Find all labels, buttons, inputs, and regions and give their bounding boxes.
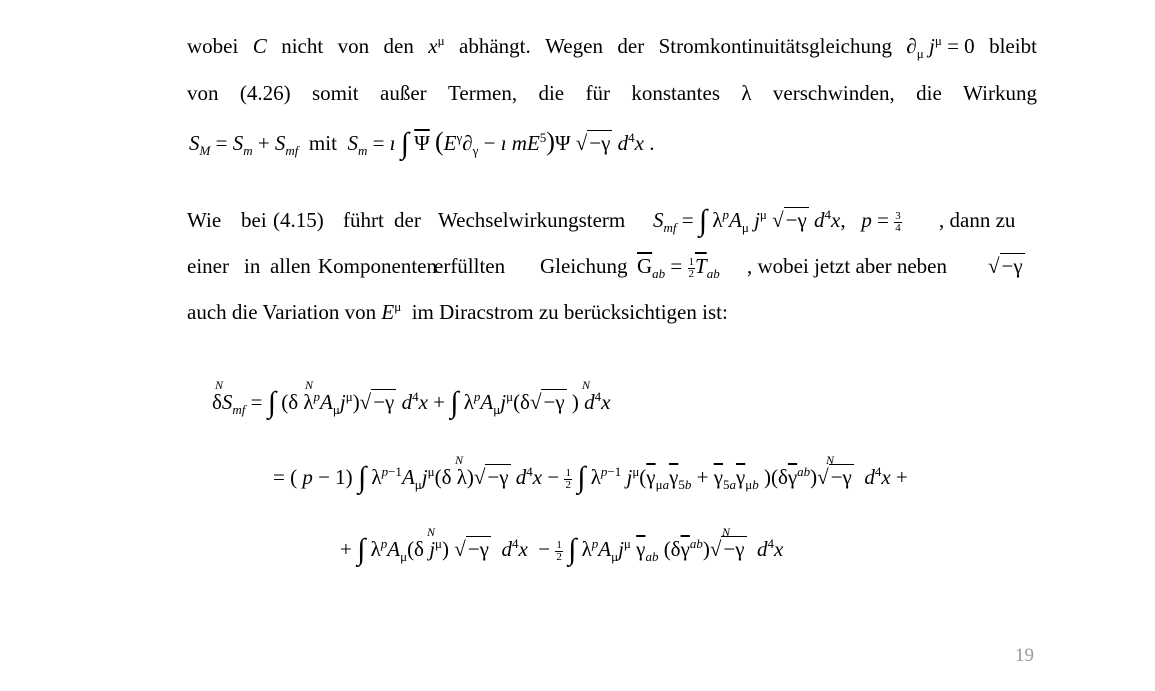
word: außer bbox=[380, 81, 427, 105]
page-number: 19 bbox=[1015, 645, 1034, 666]
formula-G: $\overline{G}_{ab}$ = $\frac{1}{2}$ $\overline{T}_{ab}$ bbox=[637, 254, 720, 282]
formula-smf: $S_{mf}$ = ∫ $\lambda^pA_\mu$ $j^\mu$ √−γ $d^4x$, p = $\frac{3}{4}$ bbox=[653, 204, 901, 237]
equation-line-2: N N = ( p − 1) ∫ $\lambda^{p-1}A_\mu j^\mu(\delta$ λ)√−γ $d^4x$ − $\frac{1}{2}$ ∫ $\lambda^{p-1}$ $j^\mu(\overline{\gamma}_{\mu a}\overline{\gamma}_{5b} + \overline{\gamma}_{5a}\overline{\gamma}_{\mu b}$ )$(\delta\overline{\gamma}^{ab})√-\gamma$ $d^4x$ + bbox=[273, 453, 908, 494]
symbol-x-mu: $x^\mu$ bbox=[428, 33, 445, 58]
paragraph-line-1 bbox=[187, 33, 1037, 62]
equation-line-3: N N + ∫ $\lambda^pA_\mu(\delta$ $j^\mu$) √−γ $d^4x$ − $\frac{1}{2}$ ∫ $\lambda^pA_\mu j^\mu$ $\overline{\gamma}_{ab}$ $(\delta\overline{\gamma}^{ab})√-\gamma$ $d^4x$ bbox=[340, 525, 784, 566]
equation-line-1: N N N $\delta S_{mf}$ = ∫ (δ $\lambda^pA_\mu j^\mu)√-\gamma$ $d^4x$ + ∫ $\lambda^pA_\mu j^\mu(\delta√-\gamma$ ) $d^4x$ bbox=[212, 378, 611, 419]
word: für bbox=[585, 81, 610, 105]
formula-action: $S_M = S_m + S_{mf}$ mit $S_m$ = ı ∫ $\overline{\Psi}$ ($E^\gamma\partial_\gamma$ − ı $mE^5)\Psi$ √−γ $d^4x$ . bbox=[189, 127, 655, 160]
word: Termen, bbox=[448, 81, 518, 105]
word: abhängt. bbox=[459, 34, 531, 58]
word: die bbox=[538, 81, 565, 105]
symbol-C: C bbox=[252, 34, 267, 58]
word: Stromkontinuitätsgleichung bbox=[658, 34, 892, 58]
word: Wegen bbox=[545, 34, 603, 58]
word: bleibt bbox=[989, 34, 1037, 58]
word: nicht bbox=[281, 34, 324, 58]
paragraph-line-2 bbox=[187, 81, 1037, 106]
word: den bbox=[383, 34, 414, 58]
word: von bbox=[187, 81, 219, 105]
word: die bbox=[916, 81, 942, 105]
word: konstantes bbox=[631, 81, 720, 105]
word: von bbox=[337, 34, 370, 58]
paragraph-line-6: auch die Variation von $E^\mu$ im Diracstrom zu berücksichtigen ist: bbox=[187, 299, 728, 324]
word: Wirkung bbox=[963, 81, 1037, 105]
word: (4.26) bbox=[239, 81, 291, 105]
continuity-formula: $\partial_\mu$ $j^\mu = 0$ bbox=[906, 33, 975, 62]
word: somit bbox=[311, 81, 359, 105]
word: verschwinden, bbox=[772, 81, 895, 105]
word: der bbox=[617, 34, 645, 58]
word: wobei bbox=[187, 34, 239, 58]
word-mit: mit bbox=[308, 131, 337, 155]
symbol-lambda: λ bbox=[741, 81, 752, 105]
